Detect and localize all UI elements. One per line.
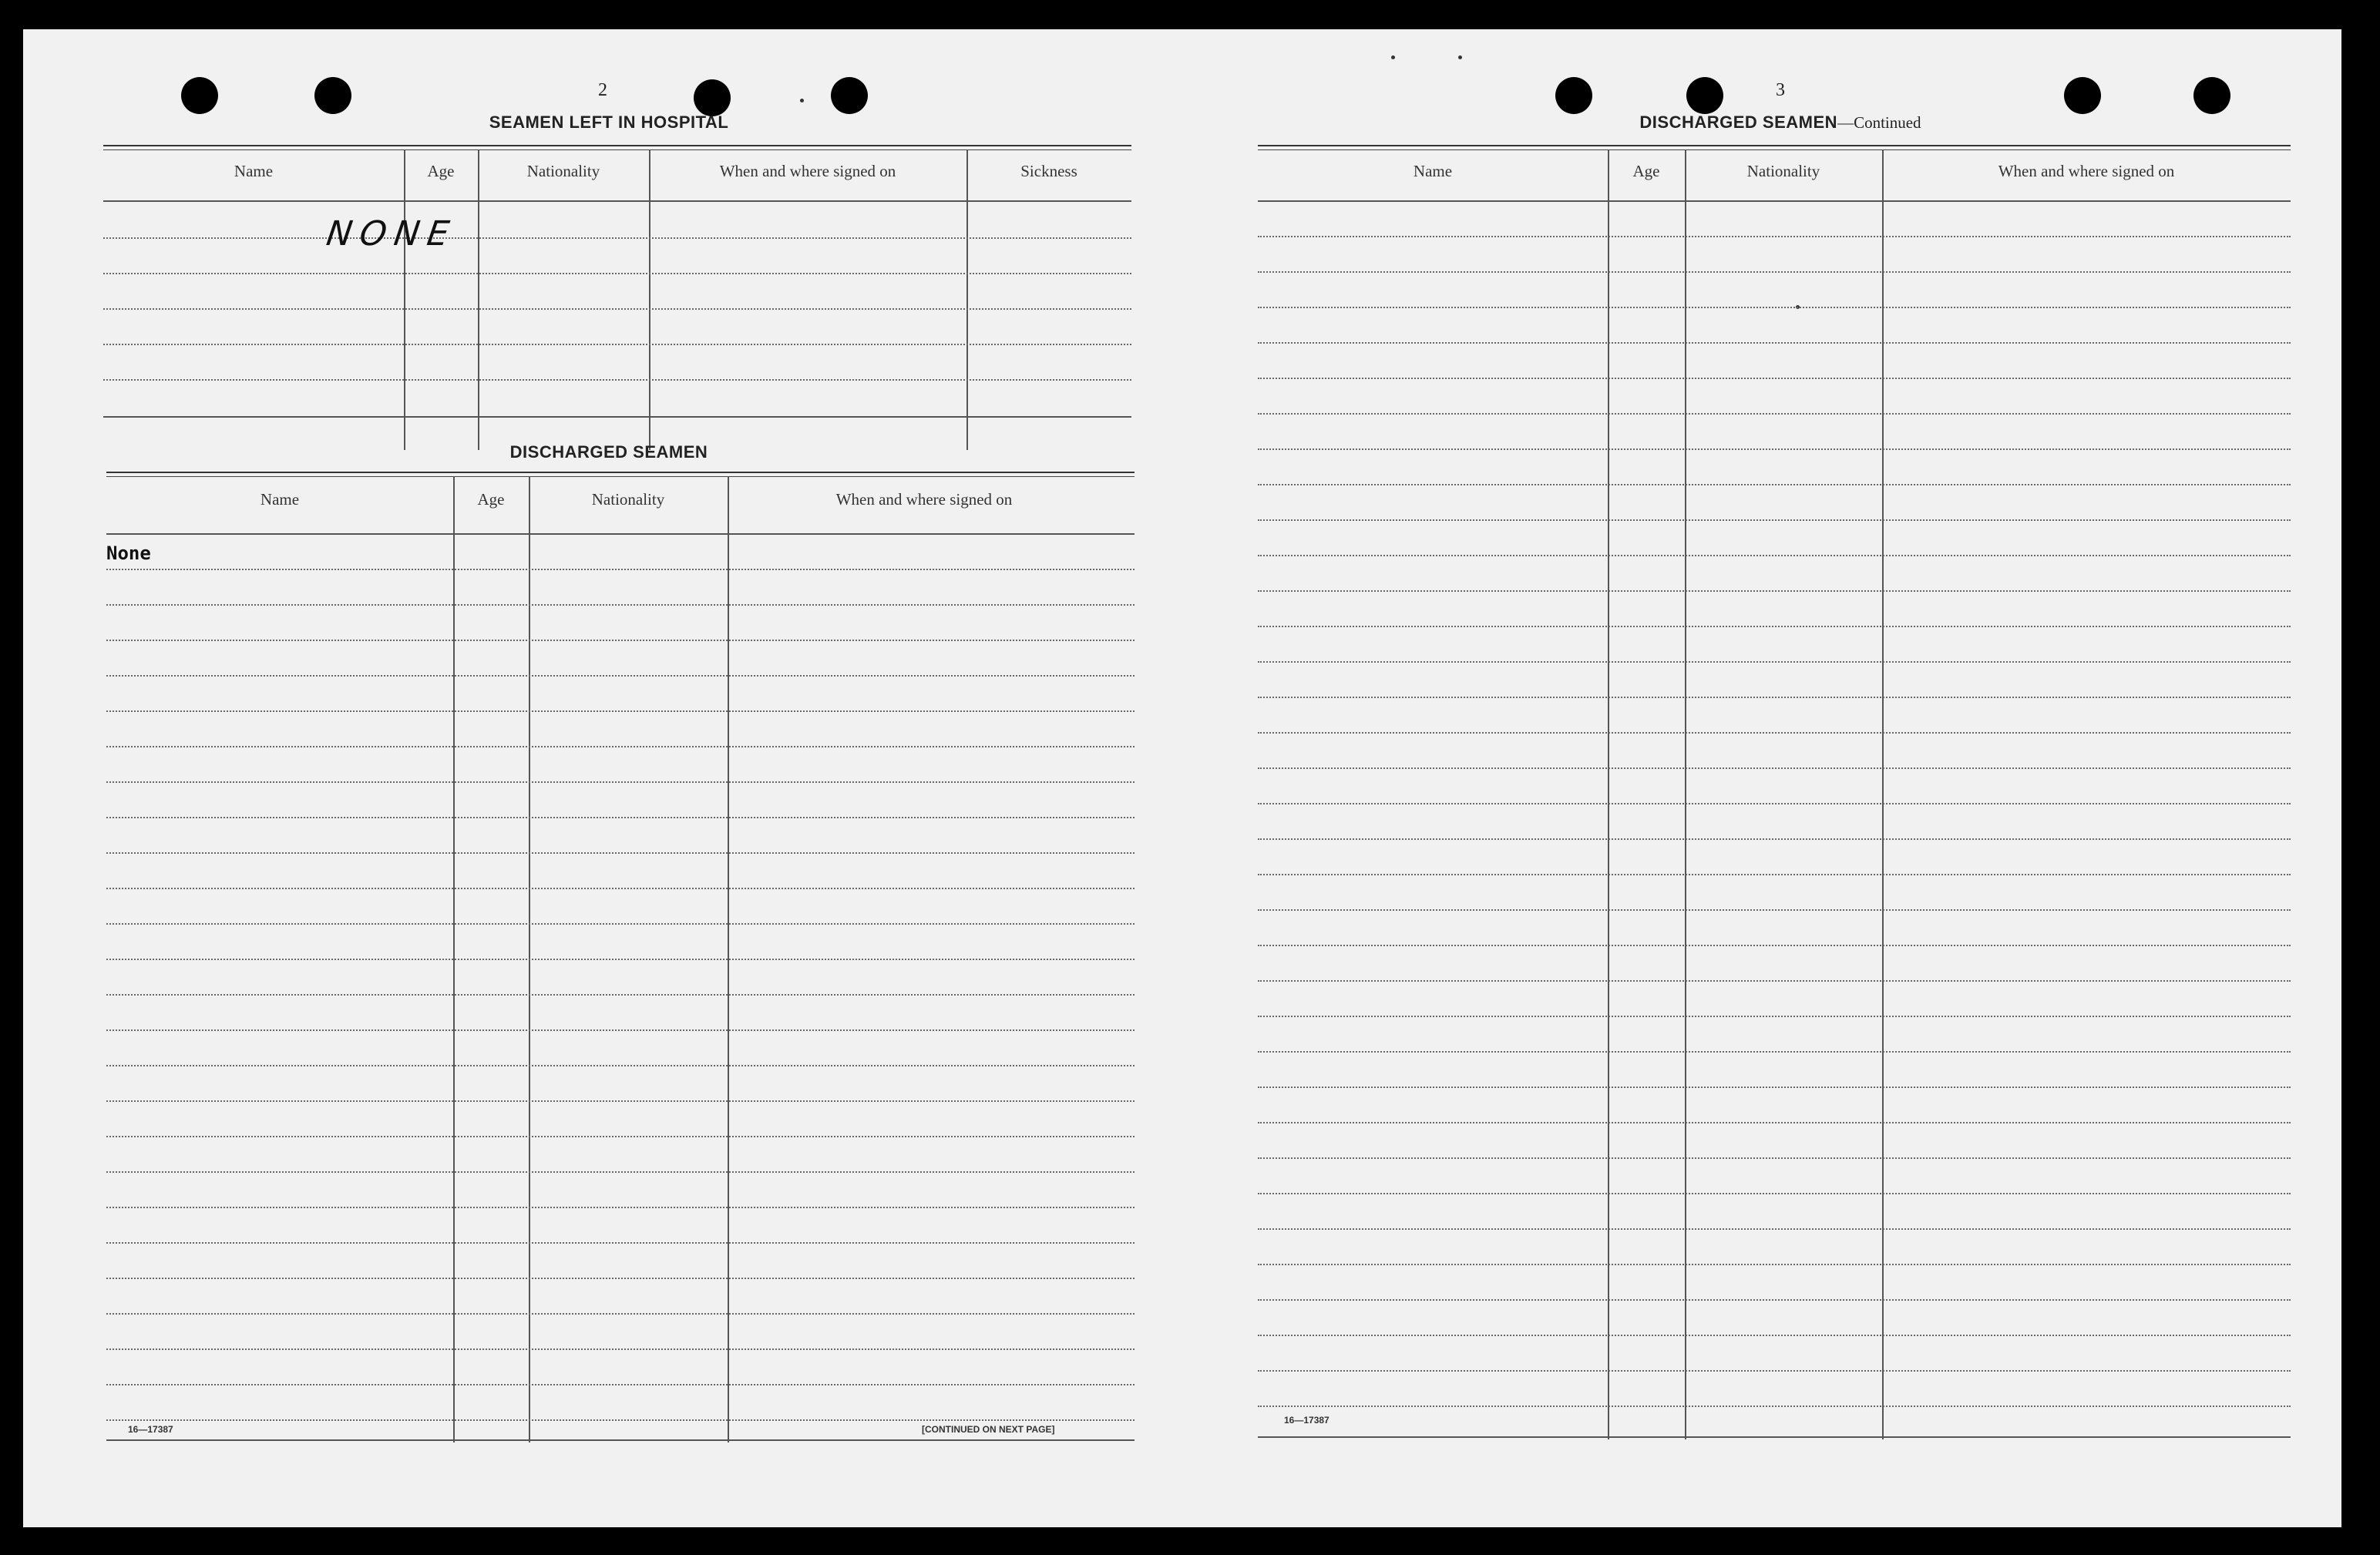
discharged-section-title-right (1595, 113, 1965, 133)
ledger-row-line (1258, 590, 2291, 592)
ledger-row-line (106, 1207, 1135, 1208)
ledger-row-line (106, 640, 1135, 641)
ledger-sheet (23, 29, 2341, 1527)
punch-hole (314, 77, 351, 114)
ledger-row-line (106, 781, 1135, 783)
punch-hole (2193, 77, 2230, 114)
col-header-name: Name (1413, 162, 1453, 180)
typed-none: None (106, 542, 151, 564)
ledger-row-line (1258, 1228, 2291, 1230)
ledger-row-line (1258, 661, 2291, 663)
ledger-row-line (1258, 342, 2291, 344)
ledger-row-line (1258, 626, 2291, 627)
col-header-nationality: Nationality (526, 162, 600, 180)
col-header-nationality: Nationality (591, 490, 665, 509)
ledger-row-line (106, 1419, 1135, 1421)
ledger-row-line (1258, 1016, 2291, 1017)
ledger-row-line (1258, 1264, 2291, 1265)
ledger-row-line (106, 1136, 1135, 1137)
page-number-left: 2 (598, 80, 607, 100)
punch-hole (2064, 77, 2101, 114)
col-header-age: Age (427, 162, 455, 180)
ledger-row-line (106, 710, 1135, 712)
ledger-row-line (1258, 767, 2291, 769)
col-header-age: Age (477, 490, 505, 509)
ledger-row-line (106, 746, 1135, 747)
col-header-name: Name (260, 490, 300, 509)
form-number-left: 16—17387 (128, 1424, 173, 1435)
ledger-row-line (1258, 378, 2291, 379)
ledger-row-line (1258, 1370, 2291, 1372)
punch-hole (181, 77, 218, 114)
ledger-row-line (1258, 236, 2291, 237)
ledger-row-line (1258, 945, 2291, 946)
ledger-row-line (106, 569, 1135, 570)
ledger-row-line (106, 817, 1135, 818)
punch-hole (1686, 77, 1723, 114)
ledger-row-line (1258, 519, 2291, 521)
ledger-row-line (106, 1384, 1135, 1385)
ledger-row-line (106, 1242, 1135, 1244)
page-number-right: 3 (1776, 80, 1785, 100)
ledger-row-line (106, 994, 1135, 996)
ledger-row-line (1258, 413, 2291, 415)
punch-hole (831, 77, 868, 114)
ledger-row-line (1258, 909, 2291, 911)
ledger-row-line (1258, 1193, 2291, 1194)
handwritten-none: NONE (324, 214, 459, 254)
col-header-signed-on: When and where signed on (1998, 162, 2175, 180)
ledger-row-line (1258, 1086, 2291, 1088)
punch-hole (694, 79, 731, 116)
ledger-row-line (106, 604, 1135, 606)
ledger-row-line (1258, 1335, 2291, 1336)
section-title-suffix: —Continued (1837, 113, 1921, 132)
col-header-age: Age (1632, 162, 1660, 180)
ledger-row-line (1258, 874, 2291, 875)
col-header-sickness: Sickness (1020, 162, 1077, 180)
discharged-section-title-left: DISCHARGED SEAMEN (509, 442, 708, 462)
punch-hole (1555, 77, 1592, 114)
ledger-row-line (1258, 838, 2291, 840)
section-title-text: DISCHARGED SEAMEN (1639, 113, 1838, 132)
ink-speck (800, 99, 804, 102)
ledger-row-line (1258, 1157, 2291, 1159)
discharged-table-right (1258, 145, 2291, 1439)
ledger-row-line (1258, 307, 2291, 308)
ledger-row-line (106, 888, 1135, 889)
form-number-right: 16—17387 (1284, 1415, 1330, 1426)
ledger-row-line (1258, 271, 2291, 273)
ledger-row-line (1258, 1122, 2291, 1123)
ledger-row-line (106, 1278, 1135, 1279)
ledger-row-line (1258, 1406, 2291, 1407)
ledger-row-line (1258, 555, 2291, 556)
ledger-row-line (106, 923, 1135, 925)
hospital-table (103, 145, 1131, 453)
ledger-row-line (1258, 803, 2291, 804)
col-header-name: Name (234, 162, 274, 180)
ledger-row-line (106, 852, 1135, 854)
col-header-signed-on: When and where signed on (719, 162, 896, 180)
ledger-row-line (1258, 1299, 2291, 1301)
ledger-row-line (1258, 1051, 2291, 1053)
ink-speck (1391, 55, 1395, 59)
ledger-row-line (106, 959, 1135, 960)
ledger-row-line (1258, 980, 2291, 982)
discharged-table-left (106, 472, 1135, 1442)
ledger-row-line (106, 1029, 1135, 1031)
ledger-row-line (106, 1100, 1135, 1102)
ledger-row-line (106, 1171, 1135, 1173)
ledger-row-line (106, 1348, 1135, 1350)
ledger-row-line (1258, 448, 2291, 450)
ledger-row-line (106, 1065, 1135, 1066)
col-header-signed-on: When and where signed on (835, 490, 1013, 509)
ledger-row-line (1258, 697, 2291, 698)
ink-speck (1458, 55, 1462, 59)
continued-note: [CONTINUED ON NEXT PAGE] (922, 1424, 1055, 1435)
ledger-row-line (1258, 484, 2291, 485)
ledger-row-line (106, 675, 1135, 677)
ledger-row-line (106, 1313, 1135, 1315)
ledger-row-line (1258, 732, 2291, 734)
col-header-nationality: Nationality (1746, 162, 1820, 180)
hospital-section-title: SEAMEN LEFT IN HOSPITAL (489, 113, 729, 132)
